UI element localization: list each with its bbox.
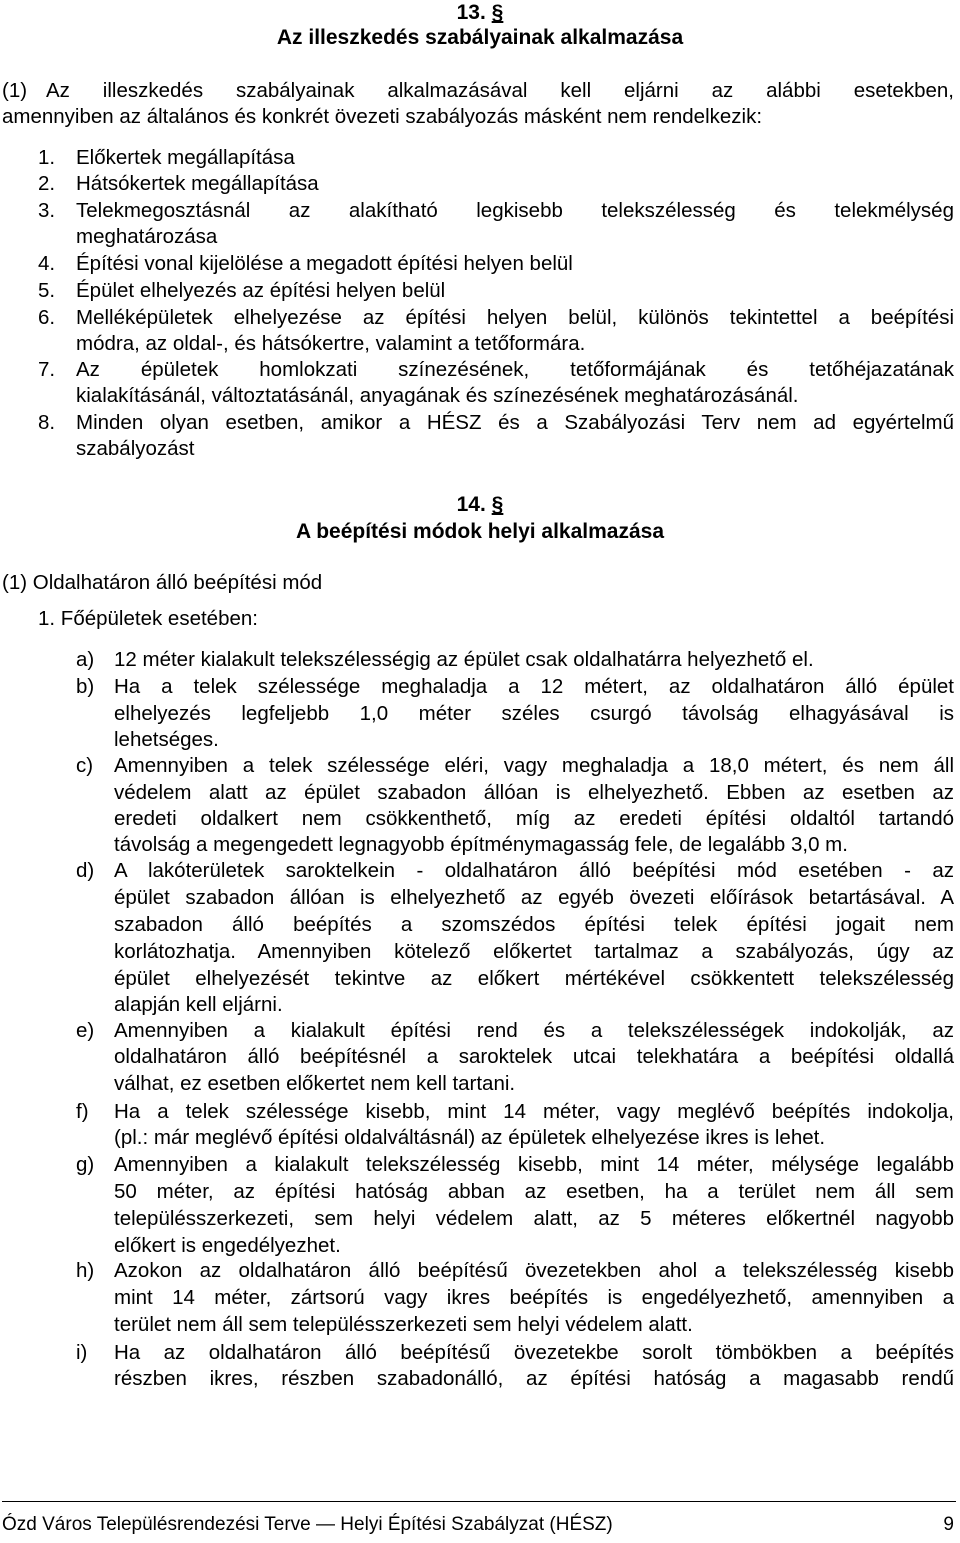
item-line: Amennyiben a kialakult telekszélesség kisebb, mint 14 méter, mélysége legalább	[114, 1153, 954, 1176]
intro-line: amennyiben az általános és konkrét övezeti szabályozás másként nem rendelkezik:	[2, 105, 763, 128]
item-line: településszerkezeti, sem helyi védelem alatt, az 5 méteres előkertnél nagyobb	[114, 1207, 954, 1230]
item-line: Azokon az oldalhatáron álló beépítésű övezetekben ahol a telekszélesség kisebb	[114, 1259, 954, 1282]
list-item: módra, az oldal-, és hátsókertre, valamint a tetőformára.	[76, 332, 586, 355]
list-number: 1.	[38, 146, 56, 169]
item-line: épület szabadon állóan is elhelyezhető az egyéb övezeti előírások betartásával. A	[114, 886, 954, 909]
intro-label: (1)	[2, 79, 28, 102]
list-item: Épület elhelyezés az építési helyen belül	[76, 279, 446, 302]
paragraph-symbol: §	[491, 1, 504, 24]
item-line: válhat, ez esetben előkertet nem kell tartani.	[114, 1072, 516, 1095]
section-14-number: 14.	[456, 493, 486, 516]
item-line: A lakóterületek saroktelkein - oldalhatáron álló beépítési mód esetében - az	[114, 859, 954, 882]
item-label: f)	[76, 1100, 89, 1123]
list-number: 5.	[38, 279, 56, 302]
item-label: e)	[76, 1019, 95, 1042]
item-label: i)	[76, 1341, 88, 1364]
list-item: Minden olyan esetben, amikor a HÉSZ és a Szabályozási Terv nem ad egyértelmű	[76, 411, 954, 434]
sub-item: 1. Főépületek esetében:	[38, 607, 258, 630]
item-line: korlátozhatja. Amennyiben kötelező előkertet tartalmaz a szabályozás, úgy az	[114, 940, 954, 963]
item-line: épület elhelyezését tekintve az előkert mértékével csökkentett telekszélesség	[114, 967, 954, 990]
item-line: előkert is engedélyezhet.	[114, 1234, 341, 1257]
item-line: alapján kell eljárni.	[114, 993, 283, 1016]
list-item: Telekmegosztásnál az alakítható legkisebb telekszélesség és telekmélység	[76, 199, 954, 222]
footer-rule	[2, 1501, 956, 1502]
list-item: Az épületek homlokzati színezésének, tetőformájának és tetőhéjazatának	[76, 358, 954, 381]
item-line: lehetséges.	[114, 728, 219, 751]
item-line: oldalhatáron álló beépítésnél a saroktelek utcai telekhatára a beépítési oldallá	[114, 1045, 954, 1068]
list-item: meghatározása	[76, 225, 218, 248]
item-line: Ha a telek szélessége meghaladja a 12 métert, az oldalhatáron álló épület	[114, 675, 954, 698]
item-line: terület nem áll sem településszerkezeti sem helyi védelem alatt.	[114, 1313, 693, 1336]
section-13-number: 13.	[456, 1, 486, 24]
sub-heading: (1) Oldalhatáron álló beépítési mód	[2, 571, 323, 594]
item-line: elhelyezés legfeljebb 1,0 méter széles csurgó távolság elhagyásával is	[114, 702, 954, 725]
item-line: Ha az oldalhatáron álló beépítésű övezetekbe sorolt tömbökben a beépítés	[114, 1341, 954, 1364]
section-14-number-line	[0, 492, 960, 519]
intro-line: Az illeszkedés szabályainak alkalmazásával kell eljárni az alábbi esetekben,	[46, 79, 954, 102]
item-line: védelem alatt az épület szabadon állóan is elhelyezhető. Ebben az esetben az	[114, 781, 954, 804]
item-line: Amennyiben a telek szélessége eléri, vagy meghaladja a 18,0 métert, és nem áll	[114, 754, 954, 777]
footer-title: Ózd Város Településrendezési Terve — Helyi Építési Szabályzat (HÉSZ)	[2, 1514, 613, 1535]
item-label: g)	[76, 1153, 95, 1176]
item-line: Ha a telek szélessége kisebb, mint 14 méter, vagy meglévő beépítés indokolja,	[114, 1100, 954, 1123]
paragraph-symbol: §	[491, 493, 504, 516]
section-14-title: A beépítési módok helyi alkalmazása	[295, 520, 665, 543]
list-item: Hátsókertek megállapítása	[76, 172, 319, 195]
list-number: 4.	[38, 252, 56, 275]
page-number: 9	[943, 1514, 954, 1535]
item-line: Amennyiben a kialakult építési rend és a telekszélességek indokolják, az	[114, 1019, 954, 1042]
list-number: 6.	[38, 306, 56, 329]
item-line: 50 méter, az építési hatóság abban az esetben, ha a terület nem áll sem	[114, 1180, 954, 1203]
item-line: eredeti oldalkert nem csökkenthető, míg az eredeti építési oldaltól tartandó	[114, 807, 954, 830]
item-label: d)	[76, 859, 95, 882]
list-number: 8.	[38, 411, 56, 434]
list-item: Előkertek megállapítása	[76, 146, 295, 169]
list-item: Építési vonal kijelölése a megadott építési helyen belül	[76, 252, 573, 275]
item-label: a)	[76, 648, 95, 671]
item-label: b)	[76, 675, 95, 698]
item-line: (pl.: már meglévő építési oldalváltásnál) az épületek elhelyezése ikres is lehet.	[114, 1126, 826, 1149]
section-13-title: Az illeszkedés szabályainak alkalmazása	[276, 26, 684, 49]
list-item: Melléképületek elhelyezése az építési helyen belül, különös tekintettel a beépítési	[76, 306, 954, 329]
item-line: részben ikres, részben szabadonálló, az építési hatóság a magasabb rendű	[114, 1367, 954, 1390]
list-number: 7.	[38, 358, 56, 381]
list-number: 2.	[38, 172, 56, 195]
item-label: h)	[76, 1259, 95, 1282]
item-line: távolság a megengedett legnagyobb építménymagasság fele, de legalább 3,0 m.	[114, 833, 848, 856]
item-line: szabadon álló beépítés a szomszédos építési telek építési jogait nem	[114, 913, 954, 936]
item-line: 12 méter kialakult telekszélességig az épület csak oldalhatárra helyezhető el.	[114, 648, 814, 671]
item-label: c)	[76, 754, 94, 777]
list-number: 3.	[38, 199, 56, 222]
list-item: kialakításánál, változtatásánál, anyagának és színezésének meghatározásánál.	[76, 384, 799, 407]
section-13-number-line	[0, 0, 960, 27]
item-line: mint 14 méter, zártsorú vagy ikres beépítés is engedélyezhető, amennyiben a	[114, 1286, 954, 1309]
list-item: szabályozást	[76, 437, 195, 460]
